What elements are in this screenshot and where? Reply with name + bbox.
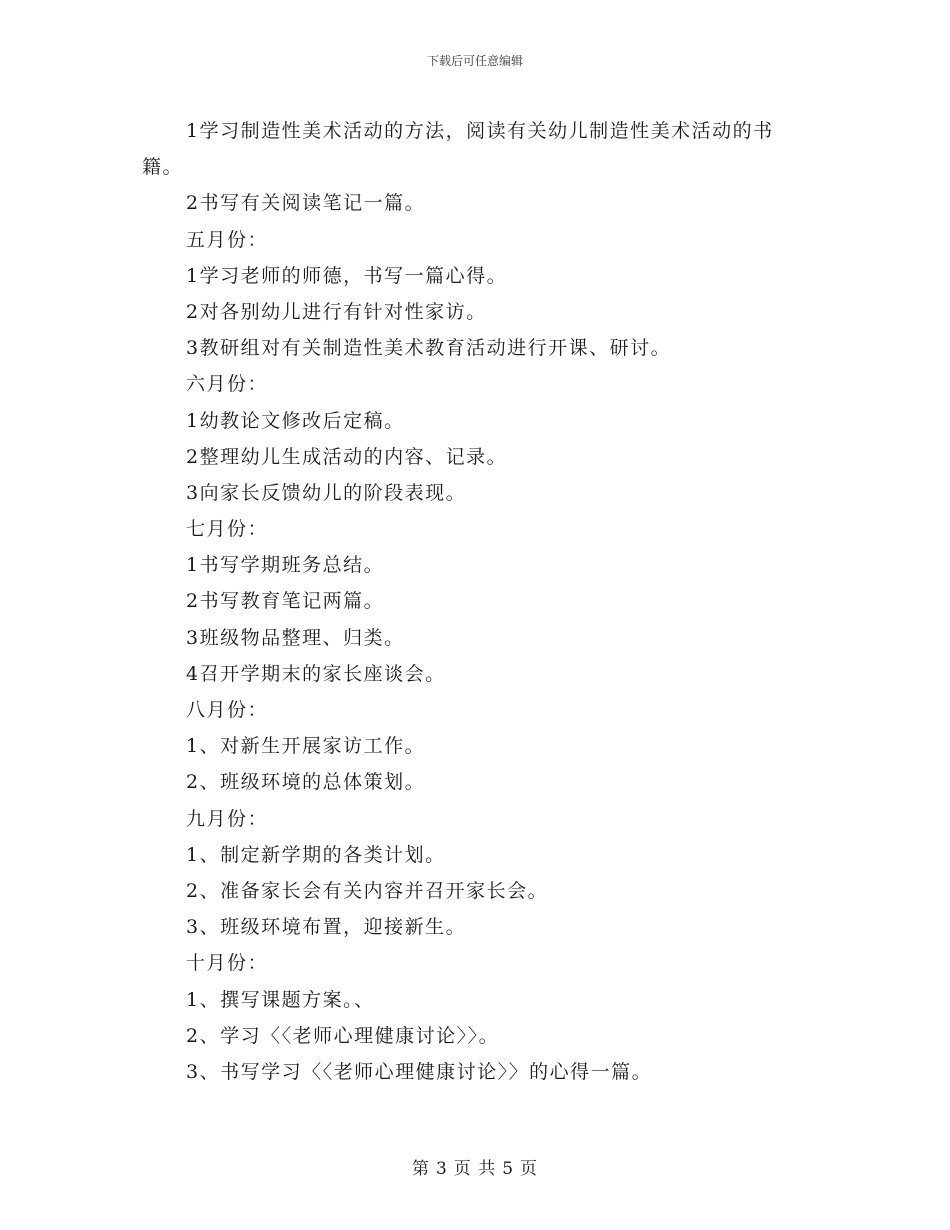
footer-middle: 页 共 xyxy=(453,1159,497,1179)
paragraph-line: 4召开学期末的家长座谈会。 xyxy=(186,662,446,685)
paragraph-line: 2、班级环境的总体策划。 xyxy=(186,771,426,794)
paragraph-line: 1学习老师的师德，书写一篇心得。 xyxy=(186,264,508,287)
month-heading: 七月份： xyxy=(186,518,269,541)
paragraph-line: 1学习制造性美术活动的方法，阅读有关幼儿制造性美术活动的书 xyxy=(186,120,774,142)
footer-prefix: 第 xyxy=(411,1159,430,1179)
month-heading: 六月份： xyxy=(186,373,269,396)
paragraph-line: 1、撰写课题方案。、 xyxy=(186,988,375,1011)
month-heading: 九月份： xyxy=(186,807,269,830)
paragraph-line: 2书写有关阅读笔记一篇。 xyxy=(186,192,426,215)
paragraph-line: 3、班级环境布置，迎接新生。 xyxy=(186,916,467,939)
paragraph-line: 3、书写学习〈〈老师心理健康讨论〉〉的心得一篇。 xyxy=(186,1060,653,1083)
paragraph-line: 2书写教育笔记两篇。 xyxy=(186,590,385,613)
paragraph-line: 1幼教论文修改后定稿。 xyxy=(186,409,405,432)
month-heading: 八月份： xyxy=(186,699,269,721)
paragraph-line: 2、准备家长会有关内容并召开家长会。 xyxy=(186,879,549,902)
footer-page-number: 3 xyxy=(435,1159,448,1179)
paragraph-line: 1书写学期班务总结。 xyxy=(186,554,385,577)
footer-suffix: 页 xyxy=(520,1159,539,1179)
paragraph-line: 籍。 xyxy=(142,156,184,179)
month-heading: 十月份： xyxy=(186,952,269,975)
paragraph-line: 3向家长反馈幼儿的阶段表现。 xyxy=(186,481,467,504)
document-body xyxy=(142,113,812,1090)
footer-total-pages: 5 xyxy=(502,1159,515,1179)
paragraph-line: 3班级物品整理、归类。 xyxy=(186,626,405,649)
paragraph-line: 1、制定新学期的各类计划。 xyxy=(186,843,446,866)
paragraph-line: 3教研组对有关制造性美术教育活动进行开课、研讨。 xyxy=(186,337,672,360)
paragraph-line: 2对各别幼儿进行有针对性家访。 xyxy=(186,300,487,323)
paragraph-line: 2整理幼儿生成活动的内容、记录。 xyxy=(186,445,508,468)
paragraph-line: 2、学习〈〈老师心理健康讨论〉〉。 xyxy=(186,1024,500,1047)
page-footer xyxy=(0,1154,950,1179)
page-header: 下载后可任意编辑 xyxy=(426,54,523,68)
paragraph-line: 1、对新生开展家访工作。 xyxy=(186,735,426,758)
month-heading: 五月份： xyxy=(186,228,269,251)
